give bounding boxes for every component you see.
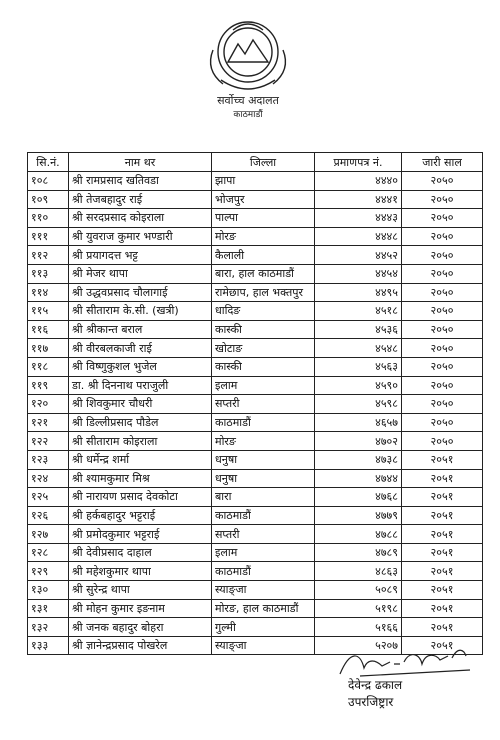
table-row — [28, 246, 483, 265]
cell-district: काठमाडौं — [212, 413, 315, 432]
cell-district: इलाम — [212, 376, 315, 395]
cell-issue-year: २०५० — [402, 227, 483, 246]
cell-district: कास्की — [212, 320, 315, 339]
cell-issue-year: २०५१ — [402, 562, 483, 581]
cell-name: श्री जनक बहादुर बोहरा — [69, 618, 212, 637]
cell-district: गुल्मी — [212, 618, 315, 637]
cell-issue-year: २०५० — [402, 283, 483, 302]
cell-issue-year: २०५१ — [402, 525, 483, 544]
cell-certificate-no: ४७४४ — [315, 469, 402, 488]
cell-serial: ११२ — [28, 246, 69, 265]
table-row — [28, 581, 483, 600]
cell-district: बारा — [212, 488, 315, 507]
header-serial: सि.नं. — [28, 153, 69, 172]
cell-name: श्री धर्मेन्द्र शर्मा — [69, 450, 212, 469]
cell-serial: ११५ — [28, 302, 69, 321]
svg-text:सर्वोच्च अदालत: सर्वोच्च अदालत — [217, 94, 279, 107]
cell-district: कैलाली — [212, 246, 315, 265]
cell-serial: १२८ — [28, 543, 69, 562]
header-issue-year: जारी साल — [402, 153, 483, 172]
cell-serial: १०९ — [28, 190, 69, 209]
cell-name: श्री विष्णुकुशल भुजेल — [69, 357, 212, 376]
cell-certificate-no: ५१६६ — [315, 618, 402, 637]
cell-name: श्री ज्ञानेन्द्रप्रसाद पोखरेल — [69, 636, 212, 655]
cell-serial: ११७ — [28, 339, 69, 358]
cell-name: श्री उद्धवप्रसाद चौलागाई — [69, 283, 212, 302]
table-row — [28, 264, 483, 283]
cell-district: सप्तरी — [212, 395, 315, 414]
header-name: नाम थर — [69, 153, 212, 172]
cell-name: डा. श्री दिननाथ पराजुली — [69, 376, 212, 395]
table-row — [28, 450, 483, 469]
cell-certificate-no: ४४४८ — [315, 227, 402, 246]
cell-issue-year: २०५१ — [402, 469, 483, 488]
cell-serial: ११४ — [28, 283, 69, 302]
cell-serial: ११० — [28, 209, 69, 228]
table-row — [28, 562, 483, 581]
court-emblem-icon — [183, 10, 313, 120]
cell-certificate-no: ४४४१ — [315, 190, 402, 209]
table-row — [28, 376, 483, 395]
cell-serial: १२७ — [28, 525, 69, 544]
cell-certificate-no: ४७०२ — [315, 432, 402, 451]
cell-district: स्याङ्जा — [212, 581, 315, 600]
cell-serial: १२५ — [28, 488, 69, 507]
cell-district: भोजपुर — [212, 190, 315, 209]
table-row — [28, 283, 483, 302]
table-row — [28, 618, 483, 637]
cell-district: धनुषा — [212, 469, 315, 488]
cell-issue-year: २०५१ — [402, 581, 483, 600]
cell-issue-year: २०५० — [402, 376, 483, 395]
cell-issue-year: २०५० — [402, 395, 483, 414]
cell-issue-year: २०५१ — [402, 506, 483, 525]
cell-district: खोटाङ — [212, 339, 315, 358]
cell-name: श्री श्रीकान्त बराल — [69, 320, 212, 339]
cell-name: श्री मेजर थापा — [69, 264, 212, 283]
cell-district: रामेछाप, हाल भक्तपुर — [212, 283, 315, 302]
cell-certificate-no: ४५९० — [315, 376, 402, 395]
cell-issue-year: २०५० — [402, 357, 483, 376]
cell-district: धादिङ — [212, 302, 315, 321]
cell-serial: १११ — [28, 227, 69, 246]
cell-issue-year: २०५१ — [402, 543, 483, 562]
table-row — [28, 190, 483, 209]
cell-certificate-no: ४४५२ — [315, 246, 402, 265]
cell-name: श्री सरदप्रसाद कोइराला — [69, 209, 212, 228]
table-row — [28, 469, 483, 488]
cell-district: स्याङ्जा — [212, 636, 315, 655]
cell-issue-year: २०५० — [402, 209, 483, 228]
cell-name: श्री युवराज कुमार भण्डारी — [69, 227, 212, 246]
cell-certificate-no: ४४९५ — [315, 283, 402, 302]
cell-serial: ११८ — [28, 357, 69, 376]
cell-issue-year: २०५० — [402, 246, 483, 265]
cell-district: इलाम — [212, 543, 315, 562]
cell-serial: १२० — [28, 395, 69, 414]
table-row — [28, 488, 483, 507]
cell-certificate-no: ४४४३ — [315, 209, 402, 228]
cell-name: श्री तेजबहादुर राई — [69, 190, 212, 209]
cell-name: श्री डिल्लीप्रसाद पौडेल — [69, 413, 212, 432]
header-certificate-no: प्रमाणपत्र नं. — [315, 153, 402, 172]
cell-district: मोरङ — [212, 432, 315, 451]
table-row — [28, 227, 483, 246]
cell-district: मोरङ — [212, 227, 315, 246]
cell-certificate-no: ४५९८ — [315, 395, 402, 414]
table-row — [28, 543, 483, 562]
cell-serial: ११६ — [28, 320, 69, 339]
signer-name: देवेन्द्र ढकाल — [348, 678, 403, 692]
cell-name: श्री मोहन कुमार इङनाम — [69, 599, 212, 618]
cell-issue-year: २०५० — [402, 432, 483, 451]
cell-issue-year: २०५० — [402, 413, 483, 432]
cell-certificate-no: ५१९८ — [315, 599, 402, 618]
cell-certificate-no: ४४५४ — [315, 264, 402, 283]
cell-certificate-no: ४५४८ — [315, 339, 402, 358]
cell-issue-year: २०५१ — [402, 618, 483, 637]
table-row — [28, 506, 483, 525]
cell-district: काठमाडौं — [212, 562, 315, 581]
cell-certificate-no: ४७८९ — [315, 543, 402, 562]
table-row — [28, 395, 483, 414]
signer-title: उपरजिष्ट्रार — [348, 695, 394, 709]
cell-name: श्री प्रमोदकुमार भट्टराई — [69, 525, 212, 544]
table-row — [28, 413, 483, 432]
table-row — [28, 302, 483, 321]
cell-name: श्री हर्कबहादुर भट्टराई — [69, 506, 212, 525]
cell-certificate-no: ५२०७ — [315, 636, 402, 655]
cell-certificate-no: ४७८८ — [315, 525, 402, 544]
cell-issue-year: २०५० — [402, 172, 483, 191]
cell-district: बारा, हाल काठमाडौं — [212, 264, 315, 283]
svg-text:काठमाडौं: काठमाडौं — [233, 110, 263, 120]
handwritten-signature — [330, 640, 480, 680]
cell-name: श्री सीताराम के.सी. (खत्री) — [69, 302, 212, 321]
cell-issue-year: २०५० — [402, 264, 483, 283]
cell-certificate-no: ४५३६ — [315, 320, 402, 339]
table-body — [28, 172, 483, 655]
cell-name: श्री रामप्रसाद खतिवडा — [69, 172, 212, 191]
table-row — [28, 357, 483, 376]
cell-district: मोरङ, हाल काठमाडौं — [212, 599, 315, 618]
cell-certificate-no: ५०८९ — [315, 581, 402, 600]
cell-serial: १०८ — [28, 172, 69, 191]
cell-serial: ११३ — [28, 264, 69, 283]
cell-district: काठमाडौं — [212, 506, 315, 525]
cell-issue-year: २०५० — [402, 320, 483, 339]
cell-serial: १३२ — [28, 618, 69, 637]
cell-issue-year: २०५१ — [402, 450, 483, 469]
cell-certificate-no: ४७३८ — [315, 450, 402, 469]
cell-name: श्री शिवकुमार चौधरी — [69, 395, 212, 414]
header-district: जिल्ला — [212, 153, 315, 172]
cell-name: श्री महेशकुमार थापा — [69, 562, 212, 581]
cell-serial: १२२ — [28, 432, 69, 451]
cell-certificate-no: ४४४० — [315, 172, 402, 191]
cell-issue-year: २०५० — [402, 302, 483, 321]
cell-district: पाल्पा — [212, 209, 315, 228]
cell-district: झापा — [212, 172, 315, 191]
table-row — [28, 599, 483, 618]
cell-issue-year: २०५१ — [402, 488, 483, 507]
cell-certificate-no: ४७६८ — [315, 488, 402, 507]
cell-issue-year: २०५१ — [402, 636, 483, 655]
cell-serial: १२१ — [28, 413, 69, 432]
cell-name: श्री श्यामकुमार मिश्र — [69, 469, 212, 488]
supreme-court-seal — [183, 10, 313, 120]
table-row — [28, 320, 483, 339]
cell-serial: १२३ — [28, 450, 69, 469]
cell-issue-year: २०५० — [402, 190, 483, 209]
cell-issue-year: २०५० — [402, 339, 483, 358]
cell-district: कास्की — [212, 357, 315, 376]
table-row — [28, 172, 483, 191]
cell-serial: १३१ — [28, 599, 69, 618]
cell-district: धनुषा — [212, 450, 315, 469]
table-header-row — [28, 153, 483, 172]
cell-name: श्री प्रयागदत्त भट्ट — [69, 246, 212, 265]
cell-serial: १३३ — [28, 636, 69, 655]
cell-serial: १३० — [28, 581, 69, 600]
cell-certificate-no: ४७७९ — [315, 506, 402, 525]
cell-name: श्री सुरेन्द्र थापा — [69, 581, 212, 600]
cell-certificate-no: ४५६३ — [315, 357, 402, 376]
cell-district: सप्तरी — [212, 525, 315, 544]
cell-serial: १२४ — [28, 469, 69, 488]
cell-issue-year: २०५१ — [402, 599, 483, 618]
cell-certificate-no: ४६५७ — [315, 413, 402, 432]
table-row — [28, 339, 483, 358]
cell-serial: ११९ — [28, 376, 69, 395]
table-row — [28, 209, 483, 228]
cell-certificate-no: ४५१८ — [315, 302, 402, 321]
table-row — [28, 525, 483, 544]
table-row — [28, 432, 483, 451]
cell-name: श्री वीरबलकाजी राई — [69, 339, 212, 358]
certificate-table — [27, 152, 483, 655]
cell-name: श्री देवीप्रसाद दाहाल — [69, 543, 212, 562]
cell-serial: १२९ — [28, 562, 69, 581]
cell-name: श्री सीताराम कोइराला — [69, 432, 212, 451]
cell-certificate-no: ४८६३ — [315, 562, 402, 581]
cell-serial: १२६ — [28, 506, 69, 525]
cell-name: श्री नारायण प्रसाद देवकोटा — [69, 488, 212, 507]
